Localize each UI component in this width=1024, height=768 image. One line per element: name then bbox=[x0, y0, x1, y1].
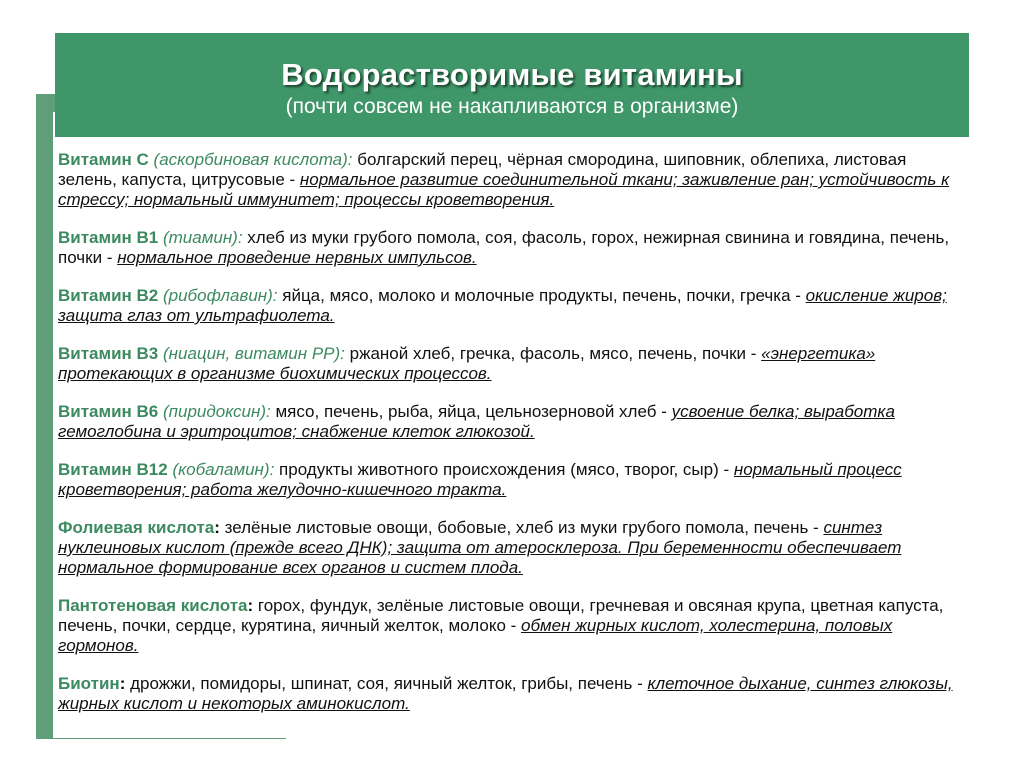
vitamin-entry-c bbox=[58, 150, 963, 210]
vitamin-name: Витамин В12 bbox=[58, 460, 168, 479]
vitamin-entry-b12 bbox=[58, 460, 963, 500]
vitamin-name: Витамин В2 bbox=[58, 286, 159, 305]
vitamin-chemical-name: (аскорбиновая кислота): bbox=[148, 150, 353, 169]
vitamin-entry-b1 bbox=[58, 228, 963, 268]
vitamin-chemical-name: (рибофлавин): bbox=[158, 286, 278, 305]
vitamin-name: Витамин В3 bbox=[58, 344, 159, 363]
separator: : bbox=[119, 674, 126, 693]
vitamin-sources: мясо, печень, рыба, яйца, цельнозерновой хлеб - bbox=[270, 402, 672, 421]
vitamin-sources: ржаной хлеб, гречка, фасоль, мясо, печень, почки - bbox=[344, 344, 762, 363]
vitamin-function: «энергетика» протекающих в организме биохимических процессов. bbox=[58, 344, 876, 383]
slide-subtitle: (почти совсем не накапливаются в организме) bbox=[285, 95, 739, 118]
vitamin-entry-folic-acid bbox=[58, 518, 963, 578]
vitamin-chemical-name: (ниацин, витамин РР): bbox=[158, 344, 345, 363]
vitamin-function: нормальное проведение нервных импульсов. bbox=[117, 248, 477, 267]
vitamin-function: нормальный процесс кроветворения; работа желудочно-кишечного тракта. bbox=[58, 460, 902, 499]
vitamin-sources: хлеб из муки грубого помола, соя, фасоль, горох, нежирная свинина и говядина, печень, почки - bbox=[58, 228, 950, 267]
vitamin-chemical-name: (тиамин): bbox=[158, 228, 243, 247]
vitamin-function: окисление жиров; защита глаз от ультрафиолета. bbox=[58, 286, 947, 325]
vitamin-entry-b6 bbox=[58, 402, 963, 442]
vitamin-name: Витамин С bbox=[58, 150, 149, 169]
title-banner bbox=[55, 33, 969, 137]
vitamin-function: обмен жирных кислот, холестерина, половых гормонов. bbox=[58, 616, 893, 655]
vitamin-chemical-name: (кобаламин): bbox=[167, 460, 275, 479]
vitamin-function: нормальное развитие соединительной ткани; заживление ран; устойчивость к стрессу; нормальный иммунитет; процессы кроветворения. bbox=[58, 170, 950, 209]
vitamin-name: Фолиевая кислота bbox=[58, 518, 215, 537]
vitamin-name: Витамин В6 bbox=[58, 402, 159, 421]
vitamin-entry-b3 bbox=[58, 344, 963, 384]
vitamin-entry-b2 bbox=[58, 286, 963, 326]
vitamin-name: Витамин В1 bbox=[58, 228, 159, 247]
vitamin-entry-pantothenic-acid bbox=[58, 596, 963, 656]
vitamin-sources: болгарский перец, чёрная смородина, шиповник, облепиха, листовая зелень, капуста, цитрусовые - bbox=[58, 150, 907, 189]
vitamin-function: синтез нуклеиновых кислот (прежде всего ДНК); защита от атеросклероза. При беременности обеспечивает нормальное формирование всех органов и систем плода. bbox=[58, 518, 902, 577]
vitamin-name: Биотин bbox=[58, 674, 120, 693]
vitamin-chemical-name: (пиридоксин): bbox=[158, 402, 271, 421]
vitamin-list bbox=[58, 150, 963, 732]
vitamin-sources: зелёные листовые овощи, бобовые, хлеб из муки грубого помола, печень - bbox=[219, 518, 824, 537]
vitamin-sources: продукты животного происхождения (мясо, творог, сыр) - bbox=[274, 460, 734, 479]
vitamin-entry-biotin bbox=[58, 674, 963, 714]
vitamin-sources: яйца, мясо, молоко и молочные продукты, печень, почки, гречка - bbox=[277, 286, 806, 305]
vitamin-sources: горох, фундук, зелёные листовые овощи, гречневая и овсяная крупа, цветная капуста, печень, почки, сердце, курятина, яичный желток, молоко - bbox=[58, 596, 944, 635]
separator: : bbox=[214, 518, 220, 537]
vitamin-sources: дрожжи, помидоры, шпинат, соя, яичный желток, грибы, печень - bbox=[125, 674, 648, 693]
vitamin-function: усвоение белка; выработка гемоглобина и эритроцитов; снабжение клеток глюкозой. bbox=[58, 402, 895, 441]
vitamin-name: Пантотеновая кислота bbox=[58, 596, 248, 615]
separator: : bbox=[247, 596, 254, 615]
vitamin-function: клеточное дыхание, синтез глюкозы, жирных кислот и некоторых аминокислот. bbox=[58, 674, 953, 713]
slide-title: Водорастворимые витамины bbox=[281, 57, 743, 92]
